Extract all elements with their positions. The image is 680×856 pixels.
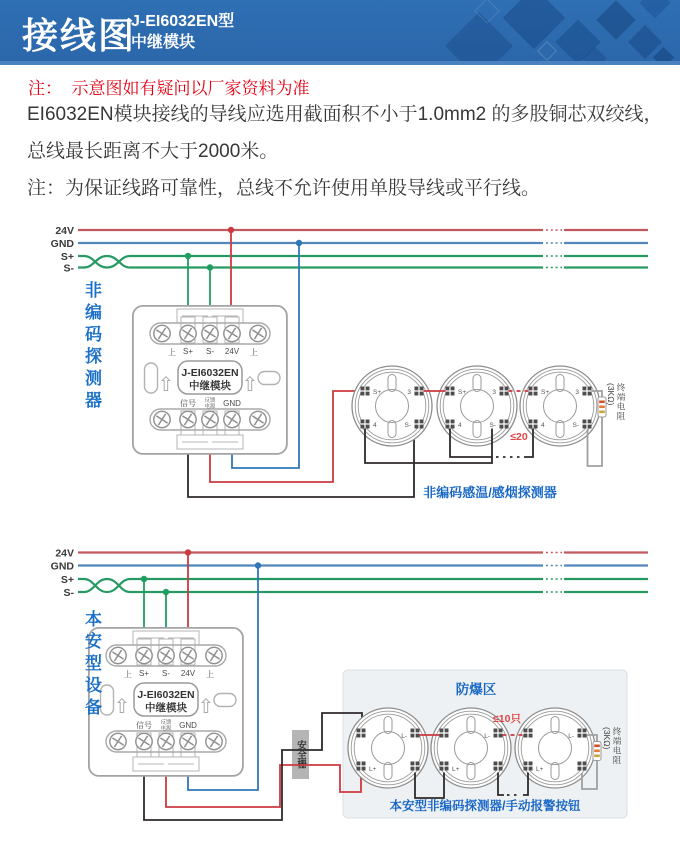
- relay-module: [89, 628, 243, 776]
- relay-module: [133, 306, 287, 454]
- det-label-bl: 4: [458, 422, 462, 429]
- det-label-bl: L+: [536, 766, 544, 773]
- det-label-bl: 4: [373, 422, 377, 429]
- quantity-annotation: ≤10只: [493, 713, 521, 725]
- bus-lines: [51, 225, 648, 275]
- det-label-br: S-: [404, 422, 411, 429]
- det-label-tr: L-: [484, 733, 490, 740]
- det-label-bl: L+: [369, 766, 377, 773]
- diagram2-terminal-resistor-label: [602, 727, 621, 765]
- det-label-tr: 3: [492, 389, 496, 396]
- det-label-tl: S+: [458, 389, 467, 396]
- diagram1-caption: 非编码感温/感烟探测器: [423, 485, 557, 500]
- detector-base: [348, 708, 428, 788]
- diagram2-caption: 本安型非编码探测器/手动报警按钮: [389, 799, 581, 813]
- diagram1-terminal-resistor-label: [606, 383, 625, 421]
- model-line2: 中继模块: [131, 34, 196, 51]
- description-note2: 注：为保证线路可靠性，总线不允许使用单股导线或平行线。: [27, 178, 541, 199]
- bus-label-gnd: GND: [50, 238, 74, 250]
- safety-barrier-label: 安全栅: [295, 740, 306, 769]
- cube-decoration: [596, 0, 636, 40]
- model-line1: J-EI6032EN型: [131, 13, 235, 30]
- diagram2-side-label: 本安型设备: [82, 610, 101, 720]
- description-paragraph: [27, 96, 667, 207]
- header-strip: [0, 61, 680, 65]
- description-line2: 总线最长距离不大于2000米。: [27, 141, 279, 162]
- bus-label-24v: 24V: [55, 225, 74, 237]
- bus-label-splus: S+: [60, 574, 74, 586]
- cube-decoration: [537, 41, 557, 61]
- cube-decoration: [445, 12, 513, 65]
- warning-note: 注： 示意图如有疑问以厂家资料为准: [28, 79, 310, 98]
- terminal-resistor: [593, 742, 601, 761]
- page-title: 接线图: [22, 15, 137, 56]
- det-label-tr: L-: [401, 733, 407, 740]
- bus-label-sminus: S-: [63, 262, 74, 275]
- header-banner: [0, 0, 680, 65]
- det-label-br: S-: [489, 422, 496, 429]
- product-model: [131, 11, 234, 53]
- resistor-value: (3KΩ): [602, 727, 612, 750]
- detector-bases: [352, 366, 600, 446]
- det-label-tl: S+: [541, 389, 550, 396]
- zone-label: 防爆区: [455, 682, 497, 697]
- bus-label-24v: 24V: [55, 547, 74, 560]
- detector-base: [437, 366, 517, 446]
- description-line1: EI6032EN模块接线的导线应选用截面积不小于1.0mm2 的多股铜芯双绞线，: [27, 104, 663, 125]
- det-label-tr: 3: [575, 389, 579, 396]
- det-label-br: S-: [572, 422, 579, 429]
- bus-label-sminus: S-: [63, 587, 74, 599]
- resistor-value: (3KΩ): [606, 383, 616, 406]
- terminal-resistor: [598, 397, 606, 417]
- cube-decoration: [639, 0, 670, 19]
- bus-lines: [51, 548, 648, 600]
- det-label-bl: 4: [541, 422, 545, 429]
- bus-label-gnd: GND: [50, 560, 74, 573]
- det-label-bl: L+: [452, 766, 460, 773]
- detector-base: [515, 708, 595, 788]
- det-label-tr: 3: [407, 389, 411, 396]
- quantity-annotation: ≤20: [510, 431, 528, 443]
- detector-bases: [348, 708, 595, 788]
- detector-base: [352, 366, 432, 446]
- resistor-text: 终端电阻: [612, 727, 622, 765]
- det-label-tr: L-: [568, 733, 574, 740]
- bus-label-splus: S+: [60, 251, 74, 263]
- diagram1-side-label: 非编码探测器: [82, 281, 101, 413]
- det-label-tl: S+: [373, 389, 382, 396]
- resistor-text: 终端电阻: [616, 383, 626, 421]
